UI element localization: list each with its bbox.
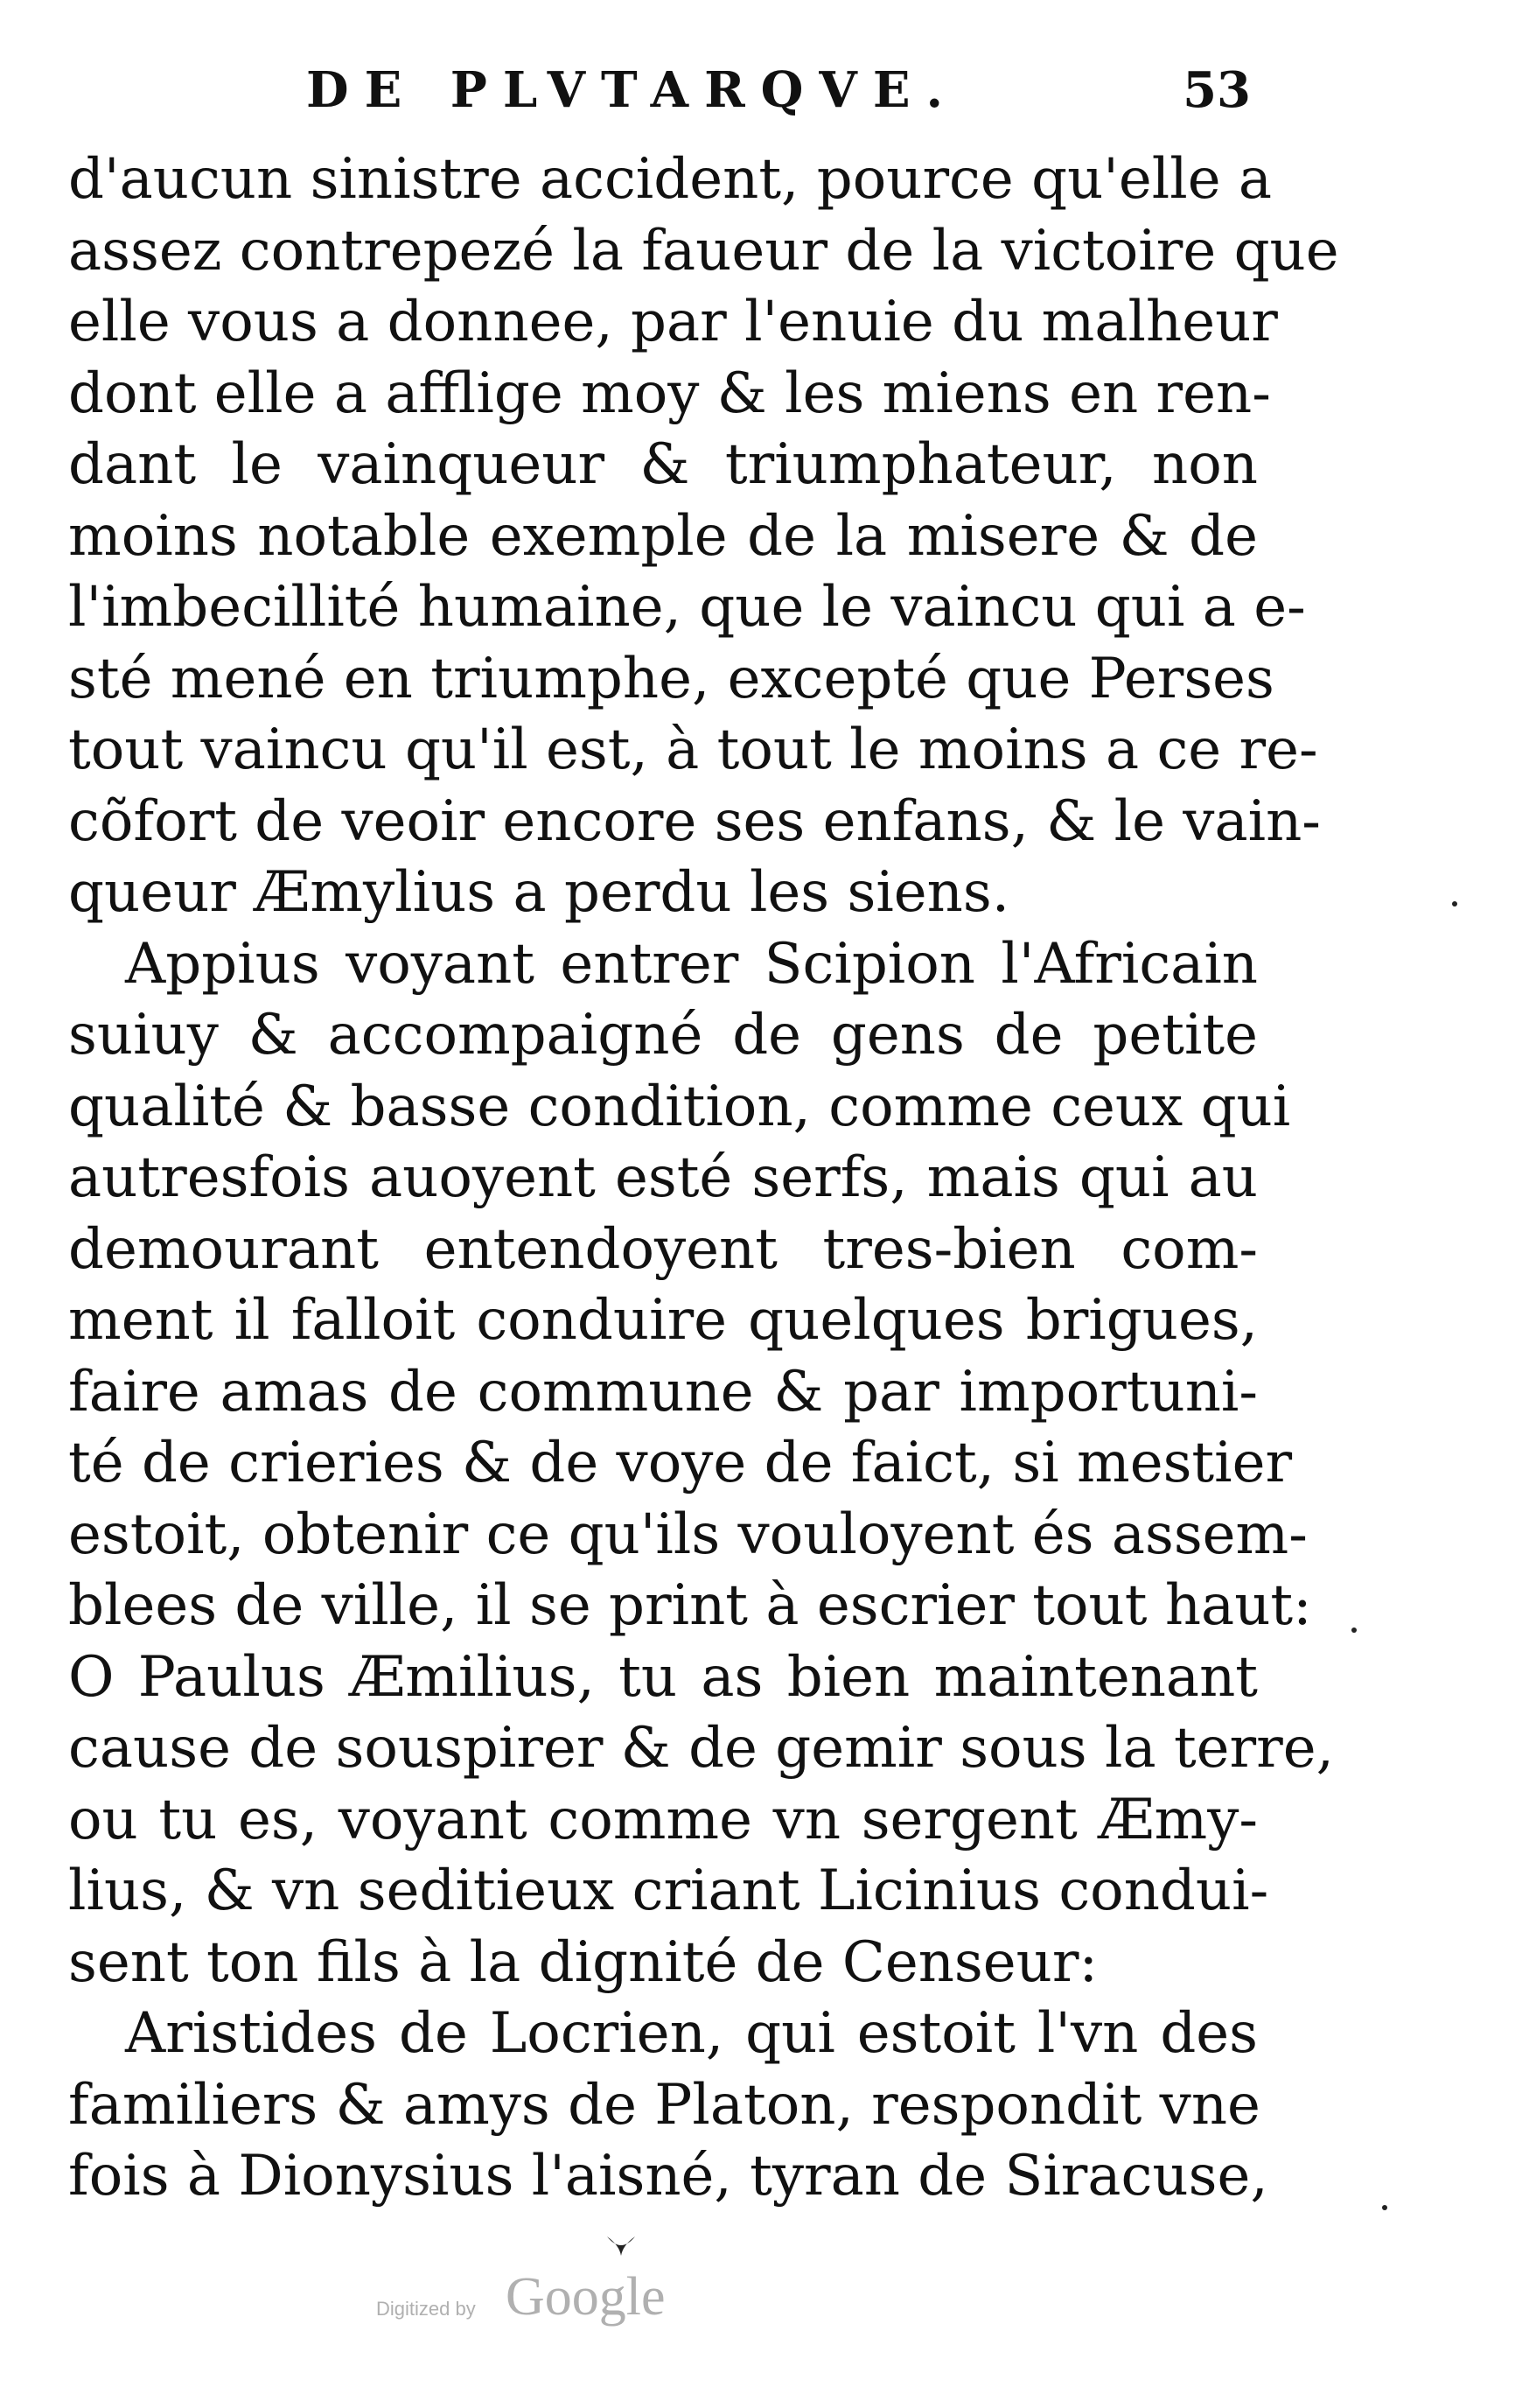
paragraph — [68, 1998, 1268, 2213]
text-line: lius, & vn seditieux criant Licinius condui- — [68, 1858, 1269, 1923]
text-line: suiuy & accompaigné de gens de petite — [68, 1003, 1258, 1068]
text-line: ou tu es, voyant comme vn sergent Æmy- — [68, 1787, 1258, 1852]
digitization-watermark — [376, 2266, 726, 2328]
text-line: estoit, obtenir ce qu'ils vouloyent és assem- — [68, 1502, 1308, 1567]
text-line: assez contrepezé la faueur de la victoire que — [68, 218, 1339, 284]
text-line: autresfois auoyent esté serfs, mais qui au — [68, 1145, 1258, 1210]
text-line: qualité & basse condition, comme ceux qui — [68, 1074, 1291, 1139]
text-line: Appius voyant entrer Scipion l'Africain — [125, 931, 1258, 997]
text-line: té de crieries & de voye de faict, si mestier — [68, 1431, 1293, 1495]
printer-ornament-icon — [604, 2231, 639, 2258]
text-line: faire amas de commune & par importuni- — [68, 1359, 1258, 1424]
page-body — [68, 144, 1339, 2213]
text-line: Aristides de Locrien, qui estoit l'vn des — [125, 2001, 1258, 2066]
text-line: sté mené en triumphe, excepté que Perses — [68, 646, 1274, 711]
text-line: dont elle a afflige moy & les miens en ren- — [68, 360, 1271, 426]
google-logo: Google — [506, 2267, 666, 2327]
page-number: 53 — [1183, 61, 1251, 119]
text-line: sent ton fils à la dignité de Censeur: — [68, 1929, 1098, 1995]
text-line: l'imbecillité humaine, que le vaincu qui a e- — [68, 575, 1306, 640]
page-header — [306, 61, 1251, 131]
ink-speck — [1382, 2205, 1387, 2210]
digitized-by-label: Digitized by — [376, 2298, 476, 2320]
text-line: d'aucun sinistre accident, pource qu'elle a — [68, 147, 1273, 212]
ink-speck — [1351, 1628, 1357, 1633]
running-title: DE PLVTARQVE. — [306, 61, 960, 119]
text-line: familiers & amys de Platon, respondit vne — [68, 2072, 1260, 2138]
paragraph — [68, 929, 1334, 1999]
text-line: O Paulus Æmilius, tu as bien maintenant — [68, 1644, 1258, 1710]
paragraph — [68, 144, 1339, 929]
text-line: dant le vainqueur & triumphateur, non — [68, 432, 1258, 497]
text-line: ment il falloit conduire quelques brigues, — [68, 1288, 1258, 1353]
text-line: elle vous a donnee, par l'enuie du malheur — [68, 290, 1278, 354]
text-line: cause de souspirer & de gemir sous la terre, — [68, 1716, 1334, 1781]
text-line: queur Æmylius a perdu les siens. — [68, 860, 1010, 925]
text-line: moins notable exemple de la misere & de — [68, 503, 1258, 569]
ink-speck — [1452, 901, 1457, 906]
text-line: cõfort de veoir encore ses enfans, & le vain- — [68, 788, 1321, 854]
text-line: blees de ville, il se print à escrier tout haut: — [68, 1573, 1312, 1638]
text-line: fois à Dionysius l'aisné, tyran de Siracuse, — [68, 2144, 1268, 2208]
text-line: tout vaincu qu'il est, à tout le moins a ce re- — [68, 718, 1318, 782]
text-line: demourant entendoyent tres-bien com- — [68, 1216, 1258, 1282]
